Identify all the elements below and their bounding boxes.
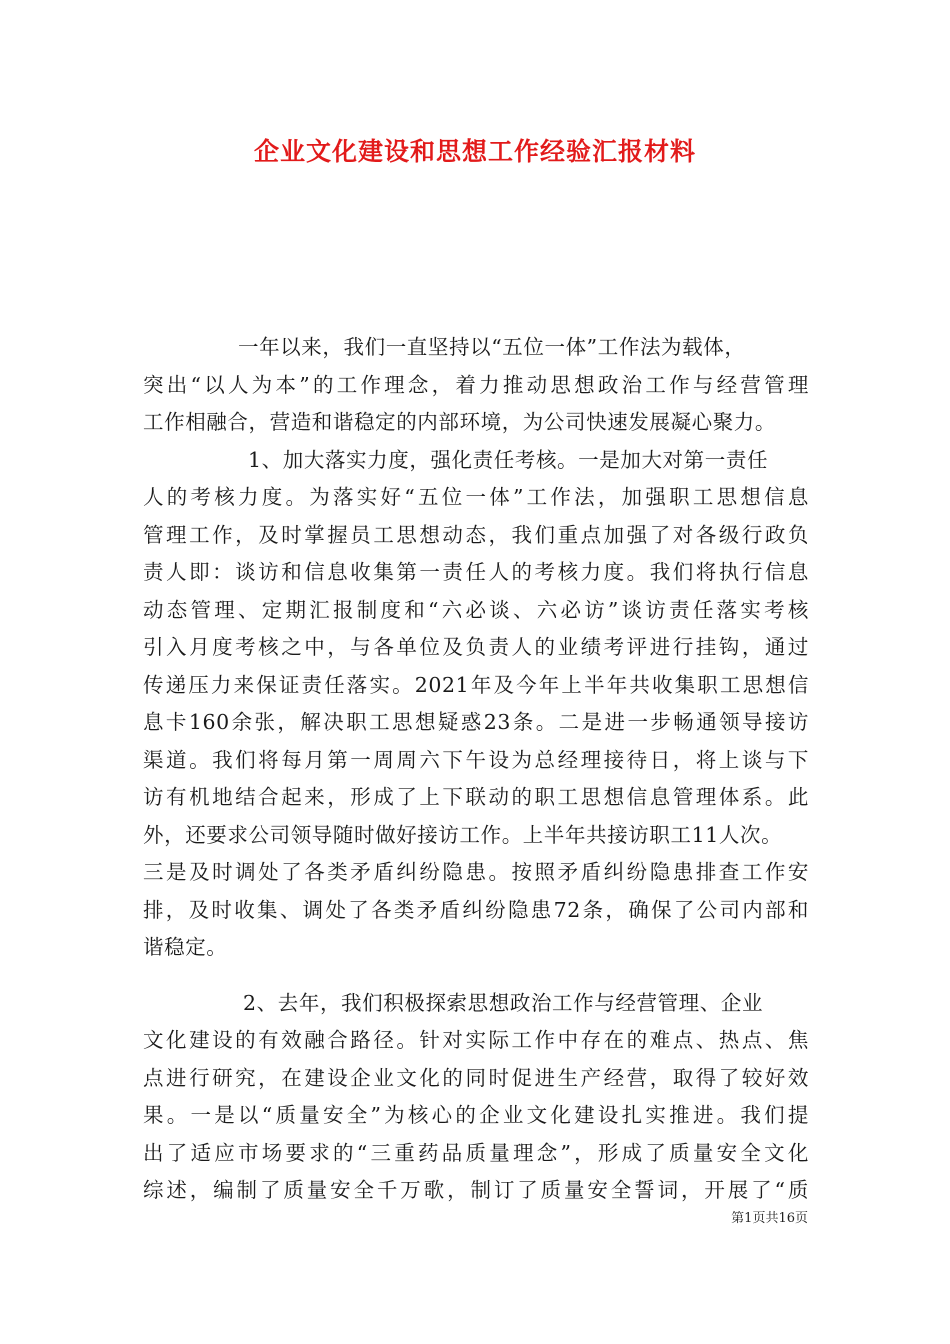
paragraph-2-line-10: 访有机地结合起来，形成了上下联动的职工思想信息管理体系。此 xyxy=(143,785,809,809)
paragraph-2-line-14: 谐稳定。 xyxy=(143,935,228,959)
paragraph-3-line-5: 出了适应市场要求的“三重药品质量理念”，形成了质量安全文化 xyxy=(143,1140,809,1165)
document-title: 企业文化建设和思想工作经验汇报材料 xyxy=(253,137,696,166)
document-body xyxy=(143,329,809,1210)
paragraph-3-line-2: 文化建设的有效融合路径。针对实际工作中存在的难点、热点、焦 xyxy=(143,1028,809,1052)
paragraph-2-line-11: 外，还要求公司领导随时做好接访工作。上半年共接访职工11人次。 xyxy=(143,822,783,847)
paragraph-2-line-3: 管理工作，及时掌握员工思想动态，我们重点加强了对各级行政负 xyxy=(143,522,809,547)
paragraph-2-line-7: 传递压力来保证责任落实。2021年及今年上半年共收集职工思想信 xyxy=(143,672,809,697)
paragraph-2-line-1: 1、加大落实力度，强化责任考核。一是加大对第一责任 xyxy=(248,447,769,472)
paragraph-2-line-6: 引入月度考核之中，与各单位及负责人的业绩考评进行挂钩，通过 xyxy=(143,635,809,659)
paragraph-3-line-4: 果。一是以“质量安全”为核心的企业文化建设扎实推进。我们提 xyxy=(143,1103,809,1127)
paragraph-2-line-12: 三是及时调处了各类矛盾纠纷隐患。按照矛盾纠纷隐患排查工作安 xyxy=(143,860,809,884)
paragraph-gap xyxy=(143,967,809,985)
paragraph-1-line-3: 工作相融合，营造和谐稳定的内部环境，为公司快速发展凝心聚力。 xyxy=(143,410,776,434)
paragraph-2-line-4: 责人即：谈访和信息收集第一责任人的考核力度。我们将执行信息 xyxy=(143,560,809,584)
paragraph-1-line-1: 一年以来，我们一直坚持以“五位一体”工作法为载体， xyxy=(238,335,746,359)
paragraph-3-line-3: 点进行研究，在建设企业文化的同时促进生产经营，取得了较好效 xyxy=(143,1065,809,1090)
page-number-footer: 第1页共16页 xyxy=(731,1211,808,1226)
paragraph-2-line-13: 排，及时收集、调处了各类矛盾纠纷隐患72条，确保了公司内部和 xyxy=(143,897,809,922)
paragraph-2-line-5: 动态管理、定期汇报制度和“六必谈、六必访”谈访责任落实考核 xyxy=(143,597,809,622)
paragraph-2-line-9: 渠道。我们将每月第一周周六下午设为总经理接待日，将上谈与下 xyxy=(143,747,809,772)
paragraph-1-line-2: 突出“以人为本”的工作理念，着力推动思想政治工作与经营管理 xyxy=(143,372,809,397)
paragraph-2-line-2: 人的考核力度。为落实好“五位一体”工作法，加强职工思想信息 xyxy=(143,485,809,509)
paragraph-3-line-6: 综述，编制了质量安全千万歌，制订了质量安全誓词，开展了“质 xyxy=(143,1178,809,1202)
paragraph-3-line-1: 2、去年，我们积极探索思想政治工作与经营管理、企业 xyxy=(243,990,764,1015)
paragraph-2-line-8: 息卡160余张，解决职工思想疑惑23条。二是进一步畅通领导接访 xyxy=(143,710,809,734)
